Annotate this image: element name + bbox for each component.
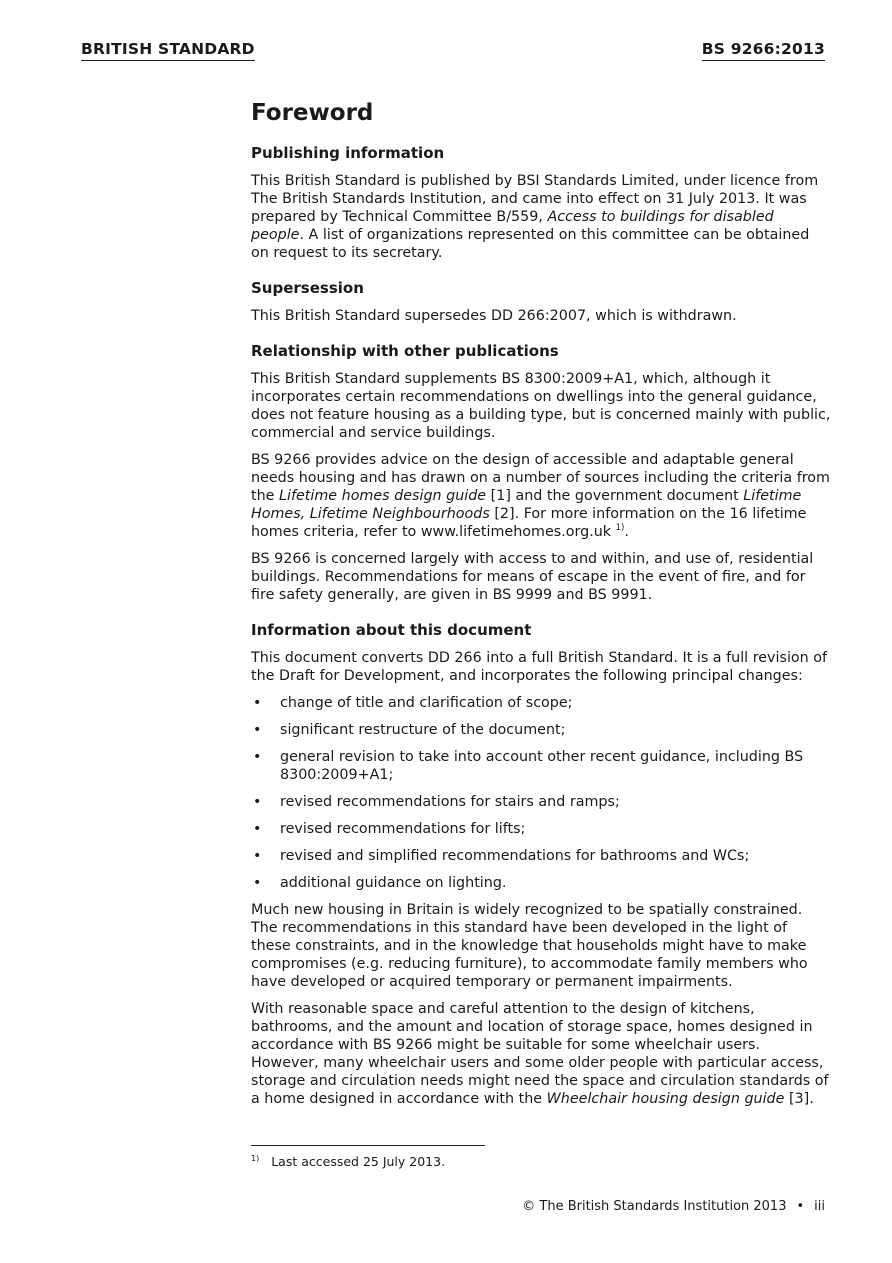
- paragraph: BS 9266 is concerned largely with access to and within, and use of, residential buildings. Recommendations for means of escape in the event of fire, and for fire safety generally, are given in BS 9999 and BS 9991.: [251, 551, 814, 603]
- text-run: . A list of organizations represented on this committee can be obtained on request to its secretary.: [251, 227, 810, 261]
- paragraph: This British Standard supplements BS 8300:2009+A1, which, although it incorporates certain recommendations on dwellings into the general guidance, does not feature housing as a building type, but is concerned mainly with public, commercial and service buildings.: [251, 371, 831, 441]
- paragraph: Much new housing in Britain is widely recognized to be spatially constrained. The recommendations in this standard have been developed in the light of these constraints, and in the knowledge that households might have to make compromises (e.g. reducing furniture), to accommodate family members who have developed or acquired temporary or permanent impairments.: [251, 902, 808, 990]
- list-item: • significant restructure of the document;: [251, 721, 831, 739]
- page-number: iii: [814, 1199, 825, 1214]
- section-relationship: [251, 341, 831, 604]
- text-run: [2]. For more information on the 16 lifetime homes criteria, refer to www.lifetimehomes.org.uk: [251, 506, 807, 540]
- section-heading: Relationship with other publications: [251, 342, 559, 360]
- text-run: .: [624, 524, 629, 540]
- text-run: This British Standard is published by BSI Standards Limited, under licence from The British Standards Institution, and came into effect on 31 July 2013. It was prepared by Technical Committee B/559,: [251, 173, 819, 225]
- running-header-right: BS 9266:2013: [702, 40, 825, 61]
- paragraph: [251, 451, 831, 541]
- footnote-mark: 1): [251, 1154, 260, 1163]
- running-header-left: BRITISH STANDARD: [81, 40, 255, 61]
- list-item: • general revision to take into account other recent guidance, including BS 8300:2009+A1;: [251, 748, 831, 784]
- text-run: BS 9266 provides advice on the design of accessible and adaptable general needs housing and has drawn on a number of sources including the criteria from the: [251, 452, 830, 504]
- italic-run: Lifetime Homes, Lifetime Neighbourhoods: [251, 488, 802, 522]
- section-heading: Publishing information: [251, 144, 445, 162]
- footnote-divider: [251, 1145, 485, 1146]
- paragraph: [251, 1000, 831, 1108]
- main-content: [251, 97, 831, 1124]
- italic-run: Wheelchair housing design guide: [546, 1091, 785, 1107]
- italic-run: Lifetime homes design guide: [279, 488, 487, 504]
- section-publishing-information: [251, 143, 831, 262]
- paragraph: This document converts DD 266 into a full British Standard. It is a full revision of the Draft for Development, and incorporates the following principal changes:: [251, 650, 828, 684]
- list-item: • revised recommendations for stairs and ramps;: [251, 793, 831, 811]
- list-item: • additional guidance on lighting.: [251, 874, 831, 892]
- changes-list: [251, 694, 831, 892]
- text-run: [3].: [784, 1091, 814, 1107]
- footnote: [251, 1154, 445, 1169]
- footnote-text: Last accessed 25 July 2013.: [271, 1154, 446, 1169]
- section-supersession: [251, 278, 831, 325]
- section-information: [251, 620, 831, 1108]
- list-item: • revised and simplified recommendations for bathrooms and WCs;: [251, 847, 831, 865]
- italic-run: Access to buildings for disabled people: [251, 209, 774, 243]
- list-item: • change of title and clarification of scope;: [251, 694, 831, 712]
- section-heading: Supersession: [251, 279, 364, 297]
- footer-separator: •: [796, 1199, 805, 1214]
- list-item: • revised recommendations for lifts;: [251, 820, 831, 838]
- footnote-reference[interactable]: 1): [615, 523, 625, 534]
- text-run: [1] and the government document: [486, 488, 744, 504]
- section-heading: Information about this document: [251, 621, 532, 639]
- paragraph: This British Standard supersedes DD 266:2007, which is withdrawn.: [251, 308, 737, 324]
- paragraph: [251, 172, 831, 262]
- page-title: Foreword: [251, 100, 374, 126]
- page-footer: [522, 1199, 825, 1214]
- copyright-notice: © The British Standards Institution 2013: [522, 1199, 787, 1214]
- text-run: With reasonable space and careful attention to the design of kitchens, bathrooms, and the amount and location of storage space, homes designed in accordance with BS 9266 might be suitable for some wheelchair users. However, many wheelchair users and some older people with particular access, storage and circulation needs might need the space and circulation standards of a home designed in accordance with the: [251, 1001, 829, 1107]
